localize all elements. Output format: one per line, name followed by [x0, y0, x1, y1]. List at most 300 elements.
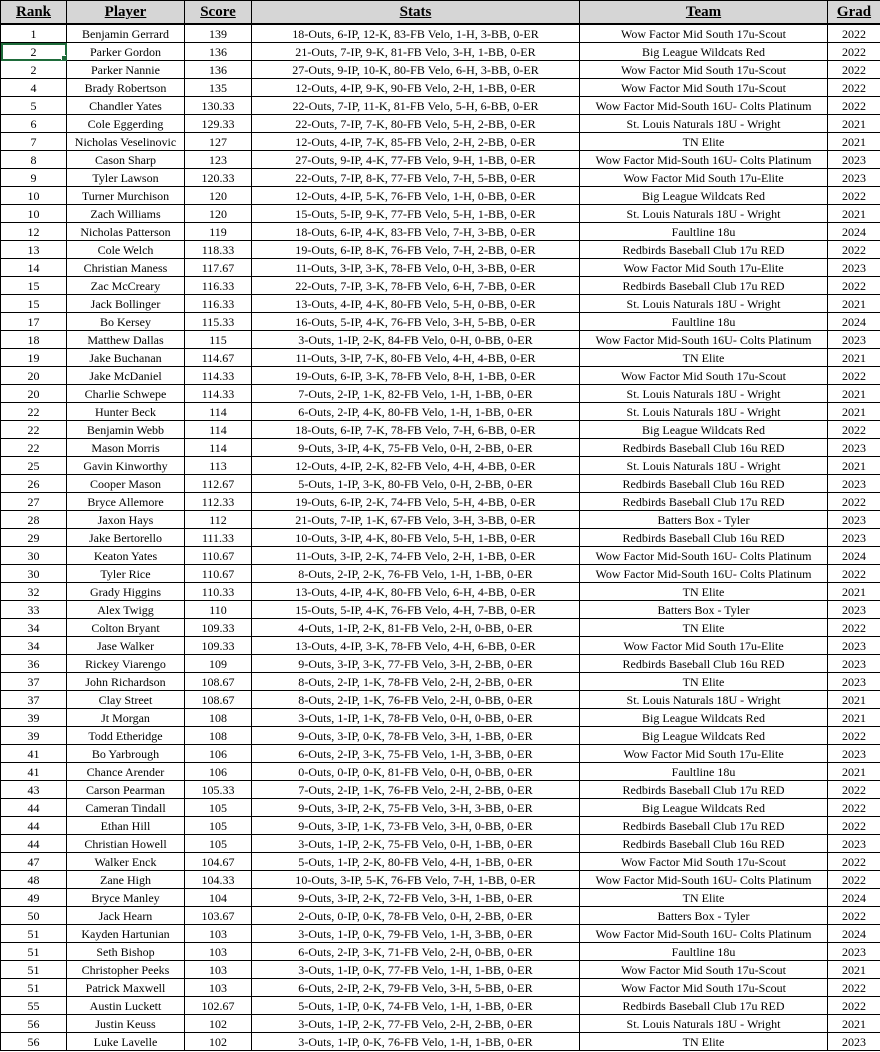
rank-cell[interactable]: 51 [1, 961, 67, 979]
player-cell[interactable]: Jake Bertorello [67, 529, 185, 547]
team-cell[interactable]: St. Louis Naturals 18U - Wright [580, 691, 828, 709]
rank-cell[interactable]: 37 [1, 691, 67, 709]
grad-cell[interactable]: 2022 [828, 619, 880, 637]
team-cell[interactable]: TN Elite [580, 583, 828, 601]
team-cell[interactable]: St. Louis Naturals 18U - Wright [580, 115, 828, 133]
stats-cell[interactable]: 12-Outs, 4-IP, 2-K, 82-FB Velo, 4-H, 4-BB, 0-ER [252, 457, 580, 475]
team-cell[interactable]: Redbirds Baseball Club 16u RED [580, 529, 828, 547]
grad-cell[interactable]: 2024 [828, 925, 880, 943]
grad-cell[interactable]: 2021 [828, 403, 880, 421]
grad-cell[interactable]: 2023 [828, 259, 880, 277]
grad-cell[interactable]: 2023 [828, 529, 880, 547]
score-cell[interactable]: 114 [185, 403, 252, 421]
stats-cell[interactable]: 8-Outs, 2-IP, 2-K, 76-FB Velo, 1-H, 1-BB, 0-ER [252, 565, 580, 583]
rank-cell[interactable]: 10 [1, 187, 67, 205]
team-cell[interactable]: Big League Wildcats Red [580, 421, 828, 439]
grad-cell[interactable]: 2022 [828, 907, 880, 925]
stats-cell[interactable]: 16-Outs, 5-IP, 4-K, 76-FB Velo, 3-H, 5-BB, 0-ER [252, 313, 580, 331]
player-cell[interactable]: Chance Arender [67, 763, 185, 781]
grad-cell[interactable]: 2023 [828, 169, 880, 187]
player-cell[interactable]: Christopher Peeks [67, 961, 185, 979]
grad-cell[interactable]: 2023 [828, 511, 880, 529]
player-cell[interactable]: Jase Walker [67, 637, 185, 655]
team-cell[interactable]: Faultline 18u [580, 943, 828, 961]
rank-cell[interactable]: 43 [1, 781, 67, 799]
grad-cell[interactable]: 2021 [828, 349, 880, 367]
rank-cell[interactable]: 37 [1, 673, 67, 691]
rank-cell[interactable]: 56 [1, 1033, 67, 1051]
player-cell[interactable]: Alex Twigg [67, 601, 185, 619]
stats-cell[interactable]: 3-Outs, 1-IP, 2-K, 77-FB Velo, 2-H, 2-BB, 0-ER [252, 1015, 580, 1033]
score-cell[interactable]: 120 [185, 187, 252, 205]
grad-cell[interactable]: 2024 [828, 223, 880, 241]
team-cell[interactable]: Redbirds Baseball Club 17u RED [580, 781, 828, 799]
score-cell[interactable]: 103 [185, 961, 252, 979]
rank-cell[interactable]: 44 [1, 799, 67, 817]
team-cell[interactable]: TN Elite [580, 673, 828, 691]
player-cell[interactable]: Keaton Yates [67, 547, 185, 565]
team-cell[interactable]: Redbirds Baseball Club 17u RED [580, 241, 828, 259]
stats-cell[interactable]: 12-Outs, 4-IP, 5-K, 76-FB Velo, 1-H, 0-BB, 0-ER [252, 187, 580, 205]
score-cell[interactable]: 117.67 [185, 259, 252, 277]
team-cell[interactable]: Wow Factor Mid South 17u-Scout [580, 24, 828, 43]
score-cell[interactable]: 103.67 [185, 907, 252, 925]
rank-cell[interactable]: 36 [1, 655, 67, 673]
score-cell[interactable]: 118.33 [185, 241, 252, 259]
stats-cell[interactable]: 5-Outs, 1-IP, 0-K, 74-FB Velo, 1-H, 1-BB, 0-ER [252, 997, 580, 1015]
header-score[interactable]: Score [185, 1, 252, 25]
grad-cell[interactable]: 2022 [828, 187, 880, 205]
grad-cell[interactable]: 2022 [828, 367, 880, 385]
team-cell[interactable]: St. Louis Naturals 18U - Wright [580, 295, 828, 313]
stats-cell[interactable]: 0-Outs, 0-IP, 0-K, 81-FB Velo, 0-H, 0-BB, 0-ER [252, 763, 580, 781]
rank-cell[interactable]: 17 [1, 313, 67, 331]
stats-cell[interactable]: 9-Outs, 3-IP, 1-K, 73-FB Velo, 3-H, 0-BB, 0-ER [252, 817, 580, 835]
stats-cell[interactable]: 5-Outs, 1-IP, 3-K, 80-FB Velo, 0-H, 2-BB, 0-ER [252, 475, 580, 493]
grad-cell[interactable]: 2023 [828, 835, 880, 853]
stats-cell[interactable]: 2-Outs, 0-IP, 0-K, 78-FB Velo, 0-H, 2-BB, 0-ER [252, 907, 580, 925]
stats-cell[interactable]: 12-Outs, 4-IP, 7-K, 85-FB Velo, 2-H, 2-BB, 0-ER [252, 133, 580, 151]
rank-cell[interactable]: 20 [1, 367, 67, 385]
team-cell[interactable]: Batters Box - Tyler [580, 601, 828, 619]
stats-cell[interactable]: 21-Outs, 7-IP, 1-K, 67-FB Velo, 3-H, 3-BB, 0-ER [252, 511, 580, 529]
team-cell[interactable]: Big League Wildcats Red [580, 799, 828, 817]
rank-cell[interactable]: 7 [1, 133, 67, 151]
player-cell[interactable]: Jake Buchanan [67, 349, 185, 367]
team-cell[interactable]: Wow Factor Mid South 17u-Elite [580, 169, 828, 187]
score-cell[interactable]: 105.33 [185, 781, 252, 799]
player-cell[interactable]: Mason Morris [67, 439, 185, 457]
grad-cell[interactable]: 2022 [828, 493, 880, 511]
grad-cell[interactable]: 2024 [828, 313, 880, 331]
player-cell[interactable]: Rickey Viarengo [67, 655, 185, 673]
rank-cell[interactable]: 8 [1, 151, 67, 169]
score-cell[interactable]: 103 [185, 943, 252, 961]
score-cell[interactable]: 120 [185, 205, 252, 223]
player-cell[interactable]: Cameran Tindall [67, 799, 185, 817]
rank-cell[interactable]: 25 [1, 457, 67, 475]
score-cell[interactable]: 112.67 [185, 475, 252, 493]
team-cell[interactable]: St. Louis Naturals 18U - Wright [580, 403, 828, 421]
team-cell[interactable]: Wow Factor Mid South 17u-Scout [580, 61, 828, 79]
score-cell[interactable]: 129.33 [185, 115, 252, 133]
score-cell[interactable]: 123 [185, 151, 252, 169]
grad-cell[interactable]: 2023 [828, 1033, 880, 1051]
stats-cell[interactable]: 6-Outs, 2-IP, 3-K, 71-FB Velo, 2-H, 0-BB, 0-ER [252, 943, 580, 961]
score-cell[interactable]: 115.33 [185, 313, 252, 331]
team-cell[interactable]: St. Louis Naturals 18U - Wright [580, 205, 828, 223]
score-cell[interactable]: 108 [185, 727, 252, 745]
stats-cell[interactable]: 11-Outs, 3-IP, 7-K, 80-FB Velo, 4-H, 4-BB, 0-ER [252, 349, 580, 367]
team-cell[interactable]: Batters Box - Tyler [580, 511, 828, 529]
grad-cell[interactable]: 2022 [828, 97, 880, 115]
rank-cell[interactable]: 51 [1, 925, 67, 943]
score-cell[interactable]: 102 [185, 1015, 252, 1033]
header-player[interactable]: Player [67, 1, 185, 25]
score-cell[interactable]: 110.33 [185, 583, 252, 601]
stats-cell[interactable]: 9-Outs, 3-IP, 4-K, 75-FB Velo, 0-H, 2-BB, 0-ER [252, 439, 580, 457]
team-cell[interactable]: TN Elite [580, 889, 828, 907]
stats-cell[interactable]: 12-Outs, 4-IP, 9-K, 90-FB Velo, 2-H, 1-BB, 0-ER [252, 79, 580, 97]
grad-cell[interactable]: 2022 [828, 979, 880, 997]
score-cell[interactable]: 105 [185, 835, 252, 853]
grad-cell[interactable]: 2023 [828, 637, 880, 655]
score-cell[interactable]: 116.33 [185, 277, 252, 295]
player-cell[interactable]: Cooper Mason [67, 475, 185, 493]
team-cell[interactable]: Wow Factor Mid South 17u-Scout [580, 979, 828, 997]
player-cell[interactable]: Zane High [67, 871, 185, 889]
player-cell[interactable]: John Richardson [67, 673, 185, 691]
rank-cell[interactable]: 34 [1, 619, 67, 637]
stats-cell[interactable]: 18-Outs, 6-IP, 4-K, 83-FB Velo, 7-H, 3-BB, 0-ER [252, 223, 580, 241]
rank-cell[interactable]: 6 [1, 115, 67, 133]
score-cell[interactable]: 127 [185, 133, 252, 151]
score-cell[interactable]: 105 [185, 817, 252, 835]
score-cell[interactable]: 136 [185, 61, 252, 79]
stats-cell[interactable]: 27-Outs, 9-IP, 10-K, 80-FB Velo, 6-H, 3-BB, 0-ER [252, 61, 580, 79]
grad-cell[interactable]: 2021 [828, 763, 880, 781]
stats-cell[interactable]: 6-Outs, 2-IP, 4-K, 80-FB Velo, 1-H, 1-BB, 0-ER [252, 403, 580, 421]
stats-cell[interactable]: 5-Outs, 1-IP, 2-K, 80-FB Velo, 4-H, 1-BB, 0-ER [252, 853, 580, 871]
grad-cell[interactable]: 2022 [828, 727, 880, 745]
player-cell[interactable]: Luke Lavelle [67, 1033, 185, 1051]
stats-cell[interactable]: 18-Outs, 6-IP, 7-K, 78-FB Velo, 7-H, 6-BB, 0-ER [252, 421, 580, 439]
stats-cell[interactable]: 3-Outs, 1-IP, 0-K, 77-FB Velo, 1-H, 1-BB, 0-ER [252, 961, 580, 979]
team-cell[interactable]: Redbirds Baseball Club 17u RED [580, 817, 828, 835]
team-cell[interactable]: Redbirds Baseball Club 16u RED [580, 835, 828, 853]
score-cell[interactable]: 104.67 [185, 853, 252, 871]
player-cell[interactable]: Matthew Dallas [67, 331, 185, 349]
grad-cell[interactable]: 2021 [828, 205, 880, 223]
grad-cell[interactable]: 2024 [828, 547, 880, 565]
team-cell[interactable]: Big League Wildcats Red [580, 709, 828, 727]
rank-cell[interactable]: 10 [1, 205, 67, 223]
rank-cell[interactable]: 32 [1, 583, 67, 601]
player-cell[interactable]: Bo Kersey [67, 313, 185, 331]
team-cell[interactable]: Redbirds Baseball Club 17u RED [580, 997, 828, 1015]
grad-cell[interactable]: 2022 [828, 565, 880, 583]
stats-cell[interactable]: 10-Outs, 3-IP, 4-K, 80-FB Velo, 5-H, 1-BB, 0-ER [252, 529, 580, 547]
player-cell[interactable]: Clay Street [67, 691, 185, 709]
grad-cell[interactable]: 2021 [828, 1015, 880, 1033]
player-cell[interactable]: Gavin Kinworthy [67, 457, 185, 475]
rank-cell[interactable]: 22 [1, 439, 67, 457]
grad-cell[interactable]: 2023 [828, 331, 880, 349]
rank-cell[interactable]: 27 [1, 493, 67, 511]
score-cell[interactable]: 108.67 [185, 673, 252, 691]
rank-cell[interactable]: 12 [1, 223, 67, 241]
rank-cell[interactable]: 1 [1, 24, 67, 43]
team-cell[interactable]: Wow Factor Mid-South 16U- Colts Platinum [580, 97, 828, 115]
player-cell[interactable]: Nicholas Patterson [67, 223, 185, 241]
rank-cell[interactable]: 20 [1, 385, 67, 403]
score-cell[interactable]: 115 [185, 331, 252, 349]
player-cell[interactable]: Zac McCreary [67, 277, 185, 295]
rank-cell[interactable]: 26 [1, 475, 67, 493]
player-cell[interactable]: Austin Luckett [67, 997, 185, 1015]
player-cell[interactable]: Tyler Rice [67, 565, 185, 583]
rank-cell[interactable]: 44 [1, 835, 67, 853]
player-cell[interactable]: Carson Pearman [67, 781, 185, 799]
team-cell[interactable]: Wow Factor Mid South 17u-Elite [580, 637, 828, 655]
stats-cell[interactable]: 15-Outs, 5-IP, 4-K, 76-FB Velo, 4-H, 7-BB, 0-ER [252, 601, 580, 619]
rank-cell[interactable]: 2 [1, 43, 67, 61]
grad-cell[interactable]: 2022 [828, 853, 880, 871]
rank-cell[interactable]: 22 [1, 403, 67, 421]
grad-cell[interactable]: 2022 [828, 421, 880, 439]
player-cell[interactable]: Parker Nannie [67, 61, 185, 79]
score-cell[interactable]: 112.33 [185, 493, 252, 511]
grad-cell[interactable]: 2022 [828, 277, 880, 295]
stats-cell[interactable]: 6-Outs, 2-IP, 2-K, 79-FB Velo, 3-H, 5-BB, 0-ER [252, 979, 580, 997]
score-cell[interactable]: 135 [185, 79, 252, 97]
stats-cell[interactable]: 7-Outs, 2-IP, 1-K, 82-FB Velo, 1-H, 1-BB, 0-ER [252, 385, 580, 403]
player-cell[interactable]: Cole Welch [67, 241, 185, 259]
rank-cell[interactable]: 51 [1, 979, 67, 997]
rank-cell[interactable]: 41 [1, 763, 67, 781]
team-cell[interactable]: Wow Factor Mid-South 16U- Colts Platinum [580, 565, 828, 583]
rank-cell[interactable]: 2 [1, 61, 67, 79]
stats-cell[interactable]: 13-Outs, 4-IP, 4-K, 80-FB Velo, 5-H, 0-BB, 0-ER [252, 295, 580, 313]
team-cell[interactable]: Wow Factor Mid-South 16U- Colts Platinum [580, 547, 828, 565]
player-cell[interactable]: Nicholas Veselinovic [67, 133, 185, 151]
player-cell[interactable]: Jack Bollinger [67, 295, 185, 313]
score-cell[interactable]: 109.33 [185, 637, 252, 655]
rank-cell[interactable]: 56 [1, 1015, 67, 1033]
team-cell[interactable]: Faultline 18u [580, 763, 828, 781]
stats-cell[interactable]: 22-Outs, 7-IP, 11-K, 81-FB Velo, 5-H, 6-BB, 0-ER [252, 97, 580, 115]
team-cell[interactable]: Wow Factor Mid South 17u-Scout [580, 961, 828, 979]
player-cell[interactable]: Walker Enck [67, 853, 185, 871]
rank-cell[interactable]: 41 [1, 745, 67, 763]
score-cell[interactable]: 104 [185, 889, 252, 907]
header-stats[interactable]: Stats [252, 1, 580, 25]
rank-cell[interactable]: 28 [1, 511, 67, 529]
stats-cell[interactable]: 19-Outs, 6-IP, 3-K, 78-FB Velo, 8-H, 1-BB, 0-ER [252, 367, 580, 385]
stats-cell[interactable]: 9-Outs, 3-IP, 0-K, 78-FB Velo, 3-H, 1-BB, 0-ER [252, 727, 580, 745]
rank-cell[interactable]: 30 [1, 565, 67, 583]
rank-cell[interactable]: 51 [1, 943, 67, 961]
team-cell[interactable]: Wow Factor Mid South 17u-Scout [580, 79, 828, 97]
player-cell[interactable]: Jaxon Hays [67, 511, 185, 529]
player-cell[interactable]: Patrick Maxwell [67, 979, 185, 997]
player-cell[interactable]: Bryce Allemore [67, 493, 185, 511]
player-cell[interactable]: Chandler Yates [67, 97, 185, 115]
score-cell[interactable]: 130.33 [185, 97, 252, 115]
header-rank[interactable]: Rank [1, 1, 67, 25]
team-cell[interactable]: Faultline 18u [580, 313, 828, 331]
grad-cell[interactable]: 2023 [828, 151, 880, 169]
stats-cell[interactable]: 11-Outs, 3-IP, 3-K, 78-FB Velo, 0-H, 3-BB, 0-ER [252, 259, 580, 277]
stats-cell[interactable]: 19-Outs, 6-IP, 2-K, 74-FB Velo, 5-H, 4-BB, 0-ER [252, 493, 580, 511]
rank-cell[interactable]: 44 [1, 817, 67, 835]
grad-cell[interactable]: 2021 [828, 115, 880, 133]
stats-cell[interactable]: 9-Outs, 3-IP, 3-K, 77-FB Velo, 3-H, 2-BB, 0-ER [252, 655, 580, 673]
score-cell[interactable]: 113 [185, 457, 252, 475]
rank-cell[interactable]: 18 [1, 331, 67, 349]
score-cell[interactable]: 139 [185, 24, 252, 43]
player-cell[interactable]: Hunter Beck [67, 403, 185, 421]
grad-cell[interactable]: 2022 [828, 799, 880, 817]
stats-cell[interactable]: 3-Outs, 1-IP, 1-K, 78-FB Velo, 0-H, 0-BB, 0-ER [252, 709, 580, 727]
stats-cell[interactable]: 3-Outs, 1-IP, 0-K, 76-FB Velo, 1-H, 1-BB, 0-ER [252, 1033, 580, 1051]
team-cell[interactable]: Redbirds Baseball Club 16u RED [580, 475, 828, 493]
rank-cell[interactable]: 5 [1, 97, 67, 115]
stats-cell[interactable]: 8-Outs, 2-IP, 1-K, 76-FB Velo, 2-H, 0-BB, 0-ER [252, 691, 580, 709]
rank-cell[interactable]: 29 [1, 529, 67, 547]
team-cell[interactable]: Redbirds Baseball Club 16u RED [580, 655, 828, 673]
player-cell[interactable]: Bryce Manley [67, 889, 185, 907]
player-cell[interactable]: Justin Keuss [67, 1015, 185, 1033]
team-cell[interactable]: Wow Factor Mid South 17u-Scout [580, 853, 828, 871]
score-cell[interactable]: 109.33 [185, 619, 252, 637]
stats-cell[interactable]: 7-Outs, 2-IP, 1-K, 76-FB Velo, 2-H, 2-BB, 0-ER [252, 781, 580, 799]
grad-cell[interactable]: 2021 [828, 961, 880, 979]
score-cell[interactable]: 112 [185, 511, 252, 529]
player-cell[interactable]: Jack Hearn [67, 907, 185, 925]
player-cell[interactable]: Zach Williams [67, 205, 185, 223]
team-cell[interactable]: Wow Factor Mid-South 16U- Colts Platinum [580, 151, 828, 169]
score-cell[interactable]: 114.67 [185, 349, 252, 367]
grad-cell[interactable]: 2022 [828, 79, 880, 97]
stats-cell[interactable]: 4-Outs, 1-IP, 2-K, 81-FB Velo, 2-H, 0-BB, 0-ER [252, 619, 580, 637]
stats-cell[interactable]: 3-Outs, 1-IP, 2-K, 84-FB Velo, 0-H, 0-BB, 0-ER [252, 331, 580, 349]
rank-cell[interactable]: 47 [1, 853, 67, 871]
rank-cell[interactable]: 33 [1, 601, 67, 619]
player-cell[interactable]: Seth Bishop [67, 943, 185, 961]
stats-cell[interactable]: 9-Outs, 3-IP, 2-K, 75-FB Velo, 3-H, 3-BB, 0-ER [252, 799, 580, 817]
score-cell[interactable]: 110.67 [185, 565, 252, 583]
grad-cell[interactable]: 2022 [828, 871, 880, 889]
grad-cell[interactable]: 2023 [828, 439, 880, 457]
grad-cell[interactable]: 2021 [828, 691, 880, 709]
grad-cell[interactable]: 2021 [828, 583, 880, 601]
score-cell[interactable]: 111.33 [185, 529, 252, 547]
stats-cell[interactable]: 9-Outs, 3-IP, 2-K, 72-FB Velo, 3-H, 1-BB, 0-ER [252, 889, 580, 907]
grad-cell[interactable]: 2023 [828, 673, 880, 691]
team-cell[interactable]: Wow Factor Mid-South 16U- Colts Platinum [580, 925, 828, 943]
team-cell[interactable]: Faultline 18u [580, 223, 828, 241]
header-team[interactable]: Team [580, 1, 828, 25]
fill-handle[interactable] [61, 55, 67, 61]
stats-cell[interactable]: 22-Outs, 7-IP, 7-K, 80-FB Velo, 5-H, 2-BB, 0-ER [252, 115, 580, 133]
player-cell[interactable]: Ethan Hill [67, 817, 185, 835]
stats-cell[interactable]: 13-Outs, 4-IP, 4-K, 80-FB Velo, 6-H, 4-BB, 0-ER [252, 583, 580, 601]
grad-cell[interactable]: 2022 [828, 61, 880, 79]
rank-cell[interactable]: 49 [1, 889, 67, 907]
score-cell[interactable]: 106 [185, 763, 252, 781]
grad-cell[interactable]: 2023 [828, 601, 880, 619]
rank-cell[interactable]: 9 [1, 169, 67, 187]
team-cell[interactable]: St. Louis Naturals 18U - Wright [580, 1015, 828, 1033]
team-cell[interactable]: TN Elite [580, 619, 828, 637]
team-cell[interactable]: Batters Box - Tyler [580, 907, 828, 925]
player-cell[interactable]: Grady Higgins [67, 583, 185, 601]
grad-cell[interactable]: 2022 [828, 997, 880, 1015]
team-cell[interactable]: Wow Factor Mid South 17u-Elite [580, 259, 828, 277]
grad-cell[interactable]: 2023 [828, 745, 880, 763]
team-cell[interactable]: Big League Wildcats Red [580, 43, 828, 61]
rank-cell[interactable]: 50 [1, 907, 67, 925]
team-cell[interactable]: Wow Factor Mid-South 16U- Colts Platinum [580, 871, 828, 889]
score-cell[interactable]: 102.67 [185, 997, 252, 1015]
grad-cell[interactable]: 2021 [828, 385, 880, 403]
stats-cell[interactable]: 11-Outs, 3-IP, 2-K, 74-FB Velo, 2-H, 1-BB, 0-ER [252, 547, 580, 565]
score-cell[interactable]: 110.67 [185, 547, 252, 565]
player-cell[interactable]: Jake McDaniel [67, 367, 185, 385]
grad-cell[interactable]: 2022 [828, 817, 880, 835]
grad-cell[interactable]: 2021 [828, 133, 880, 151]
score-cell[interactable]: 114 [185, 421, 252, 439]
team-cell[interactable]: Redbirds Baseball Club 17u RED [580, 277, 828, 295]
team-cell[interactable]: Redbirds Baseball Club 16u RED [580, 439, 828, 457]
player-cell[interactable]: Christian Maness [67, 259, 185, 277]
player-cell[interactable]: Benjamin Gerrard [67, 24, 185, 43]
score-cell[interactable]: 108 [185, 709, 252, 727]
stats-cell[interactable]: 22-Outs, 7-IP, 8-K, 77-FB Velo, 7-H, 5-BB, 0-ER [252, 169, 580, 187]
player-cell[interactable]: Tyler Lawson [67, 169, 185, 187]
rank-cell[interactable]: 30 [1, 547, 67, 565]
score-cell[interactable]: 114 [185, 439, 252, 457]
score-cell[interactable]: 136 [185, 43, 252, 61]
grad-cell[interactable]: 2021 [828, 709, 880, 727]
rank-cell[interactable]: 48 [1, 871, 67, 889]
stats-cell[interactable]: 22-Outs, 7-IP, 3-K, 78-FB Velo, 6-H, 7-BB, 0-ER [252, 277, 580, 295]
grad-cell[interactable]: 2021 [828, 457, 880, 475]
stats-cell[interactable]: 3-Outs, 1-IP, 0-K, 79-FB Velo, 1-H, 3-BB, 0-ER [252, 925, 580, 943]
team-cell[interactable]: Wow Factor Mid-South 16U- Colts Platinum [580, 331, 828, 349]
player-cell[interactable]: Turner Murchison [67, 187, 185, 205]
score-cell[interactable]: 106 [185, 745, 252, 763]
team-cell[interactable]: Big League Wildcats Red [580, 727, 828, 745]
rank-cell[interactable]: 34 [1, 637, 67, 655]
player-cell[interactable]: Cason Sharp [67, 151, 185, 169]
grad-cell[interactable]: 2023 [828, 943, 880, 961]
stats-cell[interactable]: 13-Outs, 4-IP, 3-K, 78-FB Velo, 4-H, 6-BB, 0-ER [252, 637, 580, 655]
score-cell[interactable]: 114.33 [185, 385, 252, 403]
rank-cell[interactable]: 15 [1, 277, 67, 295]
player-cell[interactable]: Bo Yarbrough [67, 745, 185, 763]
stats-cell[interactable]: 21-Outs, 7-IP, 9-K, 81-FB Velo, 3-H, 1-BB, 0-ER [252, 43, 580, 61]
stats-cell[interactable]: 18-Outs, 6-IP, 12-K, 83-FB Velo, 1-H, 3-BB, 0-ER [252, 24, 580, 43]
stats-cell[interactable]: 19-Outs, 6-IP, 8-K, 76-FB Velo, 7-H, 2-BB, 0-ER [252, 241, 580, 259]
score-cell[interactable]: 114.33 [185, 367, 252, 385]
player-cell[interactable]: Benjamin Webb [67, 421, 185, 439]
player-cell[interactable]: Cole Eggerding [67, 115, 185, 133]
grad-cell[interactable]: 2022 [828, 24, 880, 43]
team-cell[interactable]: St. Louis Naturals 18U - Wright [580, 385, 828, 403]
score-cell[interactable]: 105 [185, 799, 252, 817]
